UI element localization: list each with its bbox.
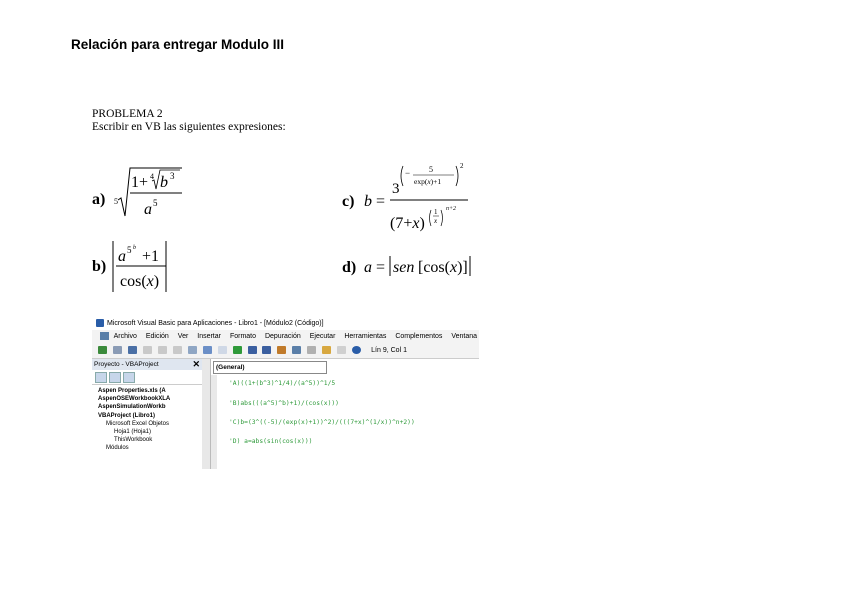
svg-text:a: a (364, 259, 372, 276)
vba-titlebar (92, 317, 479, 330)
svg-text:5: 5 (429, 165, 433, 174)
svg-text:a): a) (92, 191, 106, 208)
svg-text:exp(x)+1: exp(x)+1 (414, 177, 442, 186)
svg-text:a: a (144, 201, 152, 218)
svg-text:−: − (405, 168, 411, 178)
view-excel-icon[interactable] (98, 346, 107, 354)
svg-text:1+: 1+ (131, 174, 149, 191)
paste-icon[interactable] (173, 346, 182, 354)
tree-item-aspen-simulation[interactable]: AspenSimulationWorkb (98, 404, 166, 411)
svg-text:x: x (434, 217, 438, 225)
svg-text:2: 2 (460, 162, 464, 170)
project-explorer (92, 359, 203, 469)
menu-ver[interactable]: Ver (177, 333, 189, 340)
code-window (211, 359, 479, 469)
tree-item-excel-objects[interactable]: Microsoft Excel Objetos (106, 420, 170, 427)
redo-icon[interactable] (218, 346, 227, 354)
tree-item-aspen-ose[interactable]: AspenOSEWorkbookXLA (98, 396, 171, 403)
vba-menubar (92, 330, 479, 344)
svg-text:4: 4 (150, 172, 154, 181)
expression-b (92, 238, 202, 294)
close-icon[interactable]: ✕ (192, 359, 200, 369)
toggle-folders-icon[interactable] (123, 372, 135, 383)
vba-app-icon (96, 319, 104, 327)
project-explorer-title: Proyecto - VBAProject (94, 361, 159, 368)
tree-item-modulos[interactable]: Módulos (106, 445, 129, 452)
code-line[interactable]: 'B)abs(((a^5)^b)+1)/(cos(x))) (229, 400, 339, 407)
cursor-position: Lín 9, Col 1 (371, 347, 407, 354)
expression-c (342, 160, 482, 240)
code-editor[interactable] (211, 375, 479, 469)
svg-text:+1: +1 (142, 248, 160, 265)
object-combo[interactable]: (General) (213, 361, 327, 374)
menu-herramientas[interactable]: Herramientas (344, 333, 387, 340)
tree-item-thisworkbook[interactable]: ThisWorkbook (114, 437, 153, 444)
find-icon[interactable] (188, 346, 197, 354)
svg-text:b: b (133, 245, 136, 251)
svg-text:1: 1 (434, 208, 438, 216)
svg-text:d): d) (342, 259, 357, 276)
svg-text:n+2: n+2 (446, 206, 457, 212)
menu-ejecutar[interactable]: Ejecutar (309, 333, 336, 340)
project-tree (92, 385, 202, 453)
insert-module-icon[interactable] (113, 346, 122, 354)
vba-editor-window (92, 317, 479, 469)
expression-a (92, 162, 202, 234)
svg-text:(7+x): (7+x) (390, 215, 425, 232)
undo-icon[interactable] (203, 346, 212, 354)
menu-formato[interactable]: Formato (229, 333, 256, 340)
vba-toolbar (92, 344, 479, 359)
view-code-icon[interactable] (95, 372, 107, 383)
pause-icon[interactable] (248, 346, 257, 354)
code-line[interactable]: 'A)((1+(b^3)^1/4)/(a^5))^1/5 (229, 380, 336, 387)
toolbox-icon[interactable] (337, 346, 346, 354)
menu-archivo[interactable]: Archivo (113, 333, 137, 340)
view-object-icon[interactable] (109, 372, 121, 383)
project-explorer-header (92, 359, 202, 370)
tree-item-vbaproject[interactable]: VBAProject (Libro1) (98, 412, 156, 419)
svg-text:5: 5 (127, 245, 132, 255)
project-explorer-toolbar (92, 370, 202, 385)
tree-item-aspen-properties[interactable]: Aspen Properties.xls (A (98, 388, 166, 394)
document-title: Relación para entregar Modulo III (71, 37, 285, 52)
svg-text:5: 5 (114, 197, 118, 206)
project-explorer-icon[interactable] (292, 346, 301, 354)
help-icon[interactable] (352, 346, 361, 354)
svg-text:cos(x): cos(x) (120, 273, 160, 290)
svg-text:c): c) (342, 193, 355, 210)
svg-text:sen: sen (393, 259, 415, 276)
svg-text:=: = (376, 259, 386, 276)
properties-icon[interactable] (307, 346, 316, 354)
svg-text:3: 3 (392, 181, 400, 197)
problem-subtitle: Escribir en VB las siguientes expresiones: (92, 121, 286, 133)
menu-insertar[interactable]: Insertar (197, 333, 221, 340)
problem-scan (92, 106, 482, 302)
tree-item-hoja1[interactable]: Hoja1 (Hoja1) (114, 429, 152, 436)
design-mode-icon[interactable] (277, 346, 286, 354)
excel-icon[interactable] (100, 332, 109, 340)
menu-edicion[interactable]: Edición (145, 333, 169, 340)
vba-window-title: Microsoft Visual Basic para Aplicaciones - Libro1 - [Módulo2 (Código)] (107, 320, 324, 327)
expression-d (342, 252, 482, 282)
svg-text:b: b (160, 174, 168, 191)
svg-text:b: b (364, 193, 372, 210)
svg-text:=: = (376, 193, 386, 210)
svg-text:3: 3 (170, 171, 175, 181)
svg-text:a: a (118, 248, 126, 265)
menu-complementos[interactable]: Complementos (395, 333, 443, 340)
copy-icon[interactable] (158, 346, 167, 354)
code-line[interactable]: 'C)b=(3^((-5)/(exp(x)+1))^2)/(((7+x)^(1/x))^n+2)) (229, 419, 415, 426)
code-line[interactable]: 'D) a=abs(sin(cos(x))) (229, 438, 313, 445)
object-browser-icon[interactable] (322, 346, 331, 354)
svg-text:[cos(x)]: [cos(x)] (418, 259, 468, 276)
run-icon[interactable] (233, 346, 242, 354)
project-scrollbar[interactable] (202, 359, 211, 469)
svg-text:5: 5 (153, 198, 158, 208)
cut-icon[interactable] (143, 346, 152, 354)
menu-ventana[interactable]: Ventana (451, 333, 478, 340)
svg-text:b): b) (92, 258, 107, 275)
stop-icon[interactable] (262, 346, 271, 354)
problem-heading: PROBLEMA 2 (92, 108, 163, 120)
menu-depuracion[interactable]: Depuración (264, 333, 301, 340)
save-icon[interactable] (128, 346, 137, 354)
